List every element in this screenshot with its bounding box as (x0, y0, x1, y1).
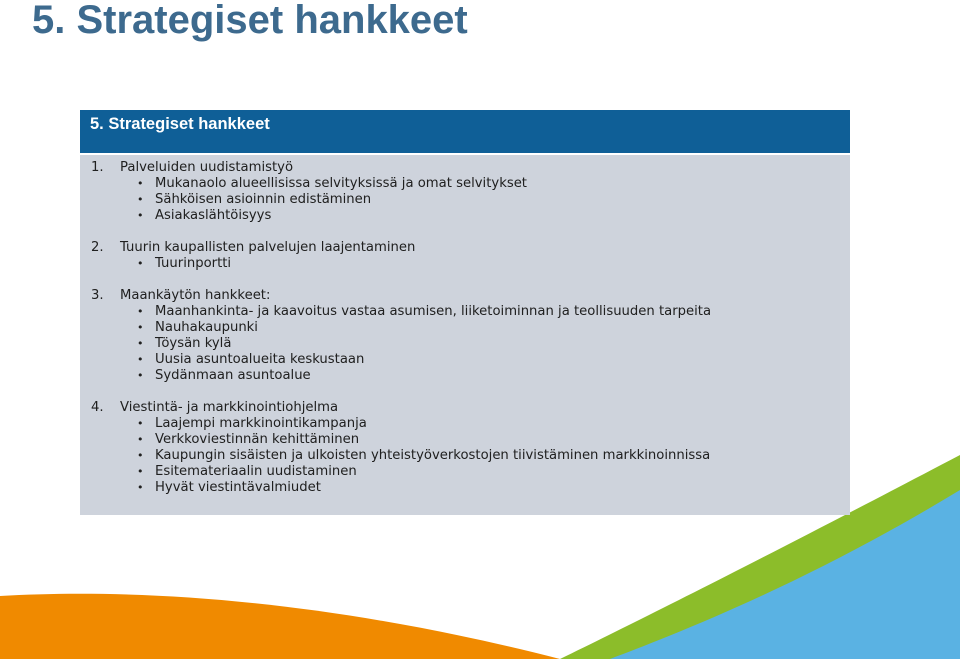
list-item-text: Tuurinportti (155, 256, 232, 271)
bullet-icon: • (137, 481, 144, 494)
section-heading (91, 240, 415, 256)
section-heading (91, 400, 338, 416)
section-title: Viestintä- ja markkinointiohjelma (120, 400, 339, 415)
list-item-text: Asiakaslähtöisyys (155, 208, 272, 223)
section-number: 4. (91, 400, 104, 415)
section-heading (91, 160, 293, 176)
content-box-body (80, 155, 850, 515)
bullet-icon: • (137, 449, 144, 462)
bullet-icon: • (137, 257, 144, 270)
list-item-text: Töysän kylä (155, 336, 232, 351)
content-box-title: 5. Strategiset hankkeet (90, 115, 270, 133)
bullet-icon: • (137, 417, 144, 430)
list-item-text: Laajempi markkinointikampanja (155, 416, 367, 431)
list-item-text: Esitemateriaalin uudistaminen (155, 464, 357, 479)
list-item-text: Nauhakaupunki (155, 320, 258, 335)
bullet-icon: • (137, 433, 144, 446)
section-number: 2. (91, 240, 104, 255)
bullet-icon: • (137, 465, 144, 478)
list-item-text: Sydänmaan asuntoalue (155, 368, 311, 383)
bullet-icon: • (137, 369, 144, 382)
bullet-icon: • (137, 193, 144, 206)
bullet-icon: • (137, 321, 144, 334)
slide-title: 5. Strategiset hankkeet (32, 0, 468, 42)
list-item-text: Mukanaolo alueellisissa selvityksissä ja omat selvitykset (155, 176, 527, 191)
section-title: Palveluiden uudistamistyö (120, 160, 294, 175)
swoosh-orange (0, 594, 560, 659)
list-item-text: Maanhankinta- ja kaavoitus vastaa asumisen, liiketoiminnan ja teollisuuden tarpeita (155, 304, 712, 319)
bullet-icon: • (137, 209, 144, 222)
section-number: 3. (91, 288, 104, 303)
section-title: Maankäytön hankkeet: (120, 288, 271, 303)
section-number: 1. (91, 160, 104, 175)
section-heading (91, 288, 270, 304)
bullet-icon: • (137, 353, 144, 366)
list-item-text: Uusia asuntoalueita keskustaan (155, 352, 365, 367)
bullet-icon: • (137, 337, 144, 350)
list-item-text: Sähköisen asioinnin edistäminen (155, 192, 372, 207)
list-item-text: Kaupungin sisäisten ja ulkoisten yhteistyöverkostojen tiivistäminen markkinoinnissa (155, 448, 711, 463)
bullet-icon: • (137, 177, 144, 190)
section-title: Tuurin kaupallisten palvelujen laajentaminen (120, 240, 416, 255)
content-box-header (80, 110, 850, 153)
list-item-text: Hyvät viestintävalmiudet (155, 480, 321, 495)
bullet-icon: • (137, 305, 144, 318)
list-item-text: Verkkoviestinnän kehittäminen (155, 432, 360, 447)
